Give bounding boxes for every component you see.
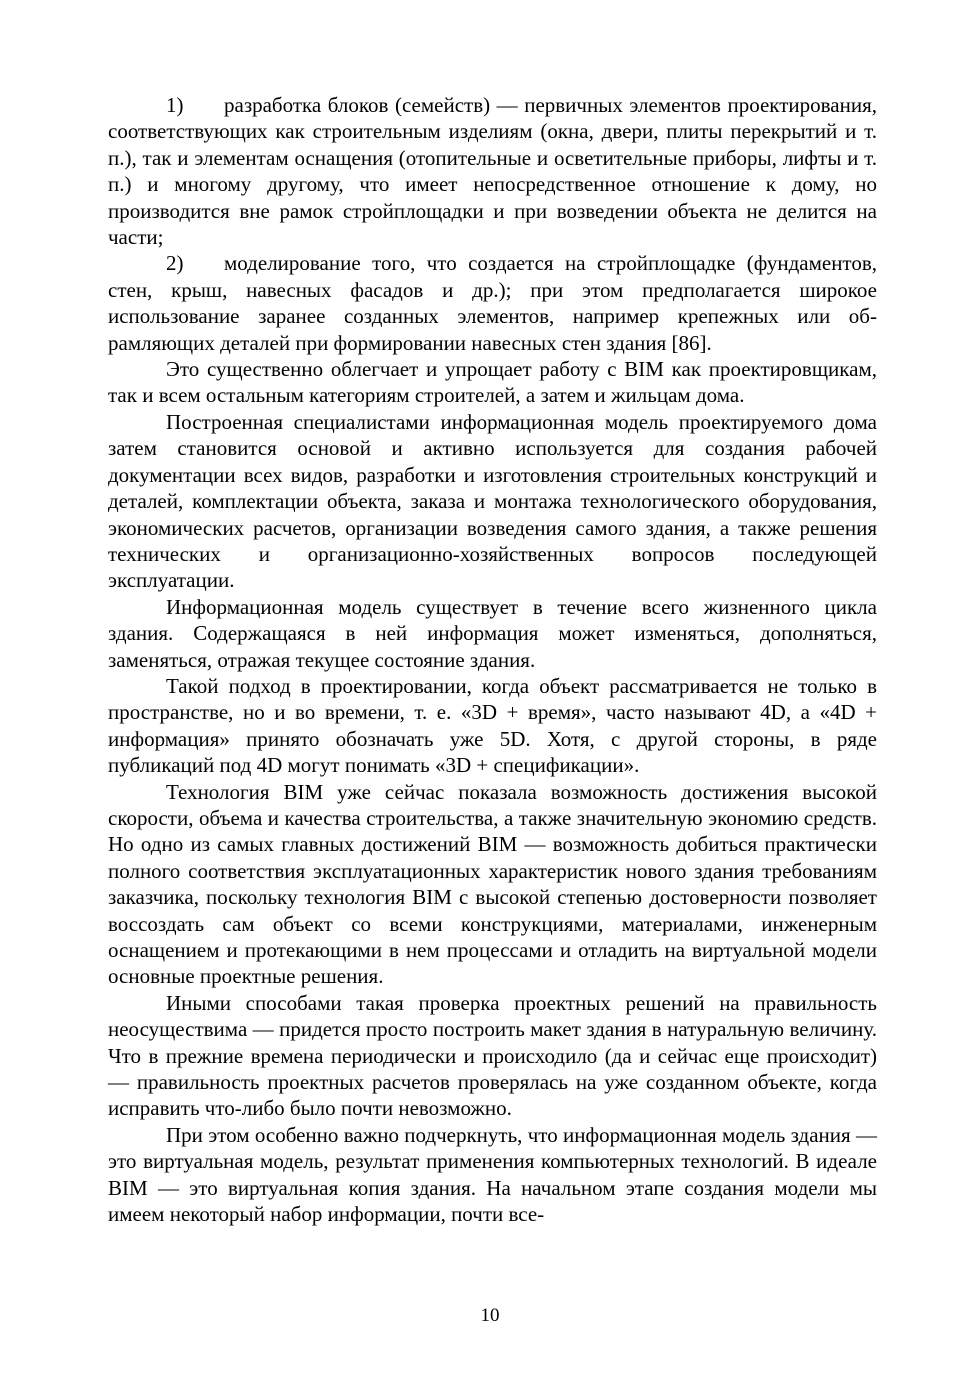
paragraph: При этом особенно важно подчеркнуть, что информационная модель здания — это виртуальная модель, результат применения компьютерных технологий. В идеале BIM — это виртуальная копия здания. На начальном этапе создания модели мы имеем некоторый набор информации, почти все- [108,1122,877,1227]
list-item [108,250,877,356]
paragraph: Построенная специалистами информационная модель проектируемого дома затем становится основой и активно используется для создания рабочей документации всех видов, разработки и изготовления строительных конструкций и деталей, комплектации объекта, заказа и монтажа технологического оборудования, экономических расчетов, организации возведения самого здания, а также решения технических и организационно-хозяйственных вопросов последующей эксплуатации. [108,409,877,593]
paragraph: Информационная модель существует в течение всего жизненного цикла здания. Содержащаяся в ней информация может изменяться, дополняться, заменяться, отражая текущее состояние здания. [108,594,877,672]
paragraph: Это существенно облегчает и упрощает работу с BIM как проектировщикам, так и всем остальным категориям строителей, а затем и жильцам дома. [108,357,877,408]
page-number: 10 [480,1305,500,1326]
list-item [108,92,877,250]
list-item-number: 1) [166,93,184,117]
list-item-text: моделирование того, что создается на стройплощадке (фундаментов, стен, крыш, навесных фасадов и др.); при этом предполагается широкое использование заранее созданных элементов, например крепежных или обрамляющих деталей при формировании навесных стен здания [86]. [108,251,877,355]
paragraph: Иными способами такая проверка проектных решений на правильность неосуществима — придется просто построить макет здания в натуральную величину. Что в прежние времена периодически и происходило (да и сейчас еще происходит) — правильность проектных расчетов проверялась на уже созданном объекте, когда исправить что-либо было почти невозможно. [108,990,877,1121]
paragraph: Технология BIM уже сейчас показала возможность достижения высокой скорости, объема и качества строительства, а также значительную экономию средств. Но одно из самых главных достижений BIM — возможность добиться практически полного соответствия эксплуатационных характеристик нового здания требованиям заказчика, поскольку технология BIM с высокой степенью достоверности позволяет воссоздать сам объект со всеми конструкциями, материалами, инженерным оснащением и протекающими в нем процессами и отладить на виртуальной модели основные проектные решения. [108,779,877,989]
list-item-number: 2) [166,251,184,276]
paragraph: Такой подход в проектировании, когда объект рассматривается не только в пространстве, но и во времени, т. е. «3D + время», часто называют 4D, а «4D + информация» принято обозначать уже 5D. Хотя, с другой стороны, в ряде публикаций под 4D могут понимать «3D + спецификации». [108,673,877,778]
page-content [108,92,877,1227]
list-item-text: разработка блоков (семейств) — первичных элементов проектирования, соответствующих как строительным изделиям (окна, двери, плиты перекрытий и т. п.), так и элементам оснащения (отопительные и осветительные приборы, лифты и т. п.) и многому другому, что имеет непосредственное отношение к дому, но производится вне рамок стройплощадки и при возведении объекта не делится на части; [108,93,877,250]
